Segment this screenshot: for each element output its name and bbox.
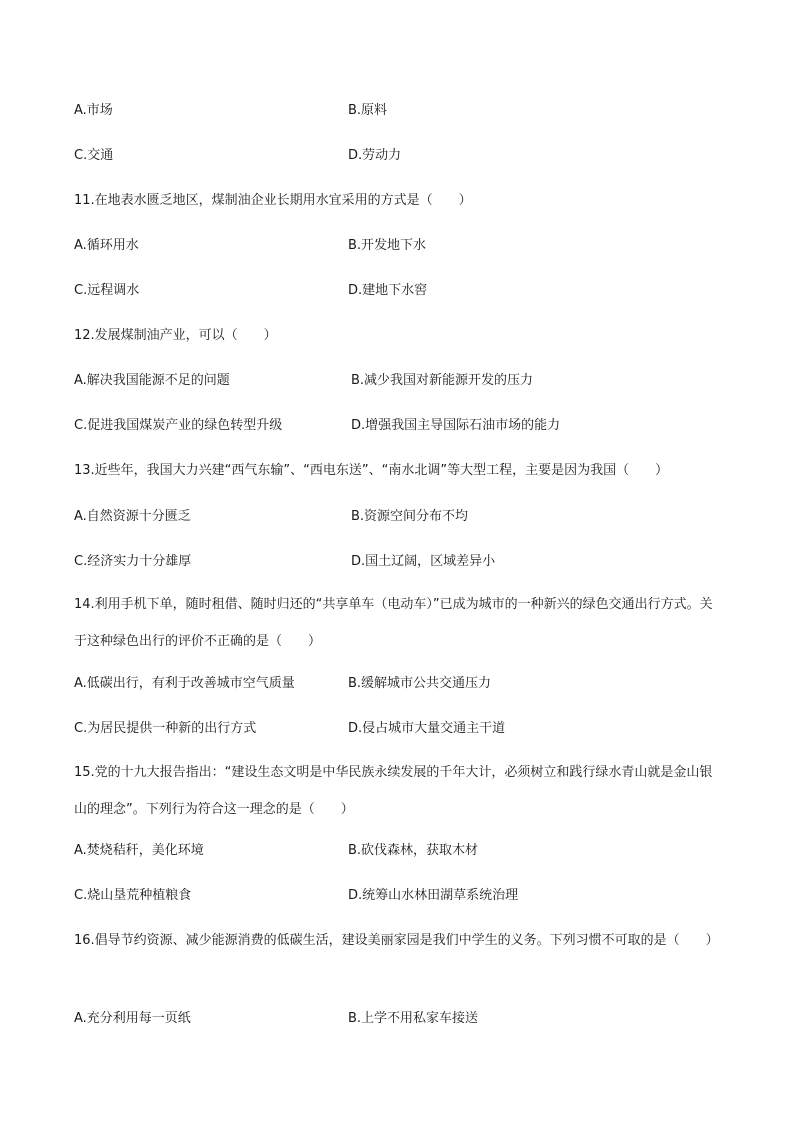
- q10-option-a: A.市场: [74, 103, 113, 118]
- q10-option-d: D.劳动力: [348, 148, 402, 163]
- q11-option-a: A.循环用水: [74, 238, 139, 253]
- q13-option-a: A.自然资源十分匮乏: [74, 509, 191, 524]
- q12-option-a: A.解决我国能源不足的问题: [74, 373, 230, 388]
- q14-option-a: A.低碳出行，有利于改善城市空气质量: [74, 676, 295, 691]
- q13-option-b: B.资源空间分布不均: [351, 509, 469, 524]
- q11-option-b: B.开发地下水: [348, 238, 427, 253]
- q14-option-b: B.缓解城市公共交通压力: [348, 676, 492, 691]
- q13-option-d: D.国土辽阔，区域差异小: [351, 554, 496, 569]
- q15-option-d: D.统筹山水林田湖草系统治理: [348, 888, 519, 903]
- q11-option-c: C.远程调水: [74, 283, 140, 298]
- q14-option-c: C.为居民提供一种新的出行方式: [74, 721, 257, 736]
- q12-option-d: D.增强我国主导国际石油市场的能力: [351, 418, 561, 433]
- q13-option-c: C.经济实力十分雄厚: [74, 554, 192, 569]
- q13-stem: 13.近些年，我国大力兴建“西气东输”、“西电东送”、“南水北调”等大型工程，主要是因为我国（ ）: [74, 463, 669, 478]
- q15-stem: 15.党的十九大报告指出：“建设生态文明是中华民族永续发展的千年大计，必须树立和践行绿水青山就是金山银山的理念”。下列行为符合这一理念的是（ ）: [74, 765, 713, 817]
- q15-option-b: B.砍伐森林，获取木材: [348, 843, 479, 858]
- q12-option-b: B.减少我国对新能源开发的压力: [351, 373, 534, 388]
- q16-stem: 16.倡导节约资源、减少能源消费的低碳生活，建设美丽家园是我们中学生的义务。下列习惯不可取的是（ ）: [74, 933, 719, 948]
- q15-option-a: A.焚烧秸秆，美化环境: [74, 843, 204, 858]
- q15-option-c: C.烧山垦荒种植粮食: [74, 888, 192, 903]
- q14-option-d: D.侵占城市大量交通主干道: [348, 721, 506, 736]
- q12-stem: 12.发展煤制油产业，可以（ ）: [74, 328, 277, 343]
- q11-stem: 11.在地表水匮乏地区，煤制油企业长期用水宜采用的方式是（ ）: [74, 193, 472, 208]
- q16-option-a: A.充分利用每一页纸: [74, 1011, 191, 1026]
- q16-option-b: B.上学不用私家车接送: [348, 1011, 479, 1026]
- q14-stem: 14.利用手机下单，随时租借、随时归还的“共享单车（电动车）”已成为城市的一种新兴的绿色交通出行方式。关于这种绿色出行的评价不正确的是（ ）: [74, 597, 713, 649]
- q11-option-d: D.建地下水窖: [348, 283, 428, 298]
- q10-option-b: B.原料: [348, 103, 388, 118]
- q10-option-c: C.交通: [74, 148, 114, 163]
- q12-option-c: C.促进我国煤炭产业的绿色转型升级: [74, 418, 283, 433]
